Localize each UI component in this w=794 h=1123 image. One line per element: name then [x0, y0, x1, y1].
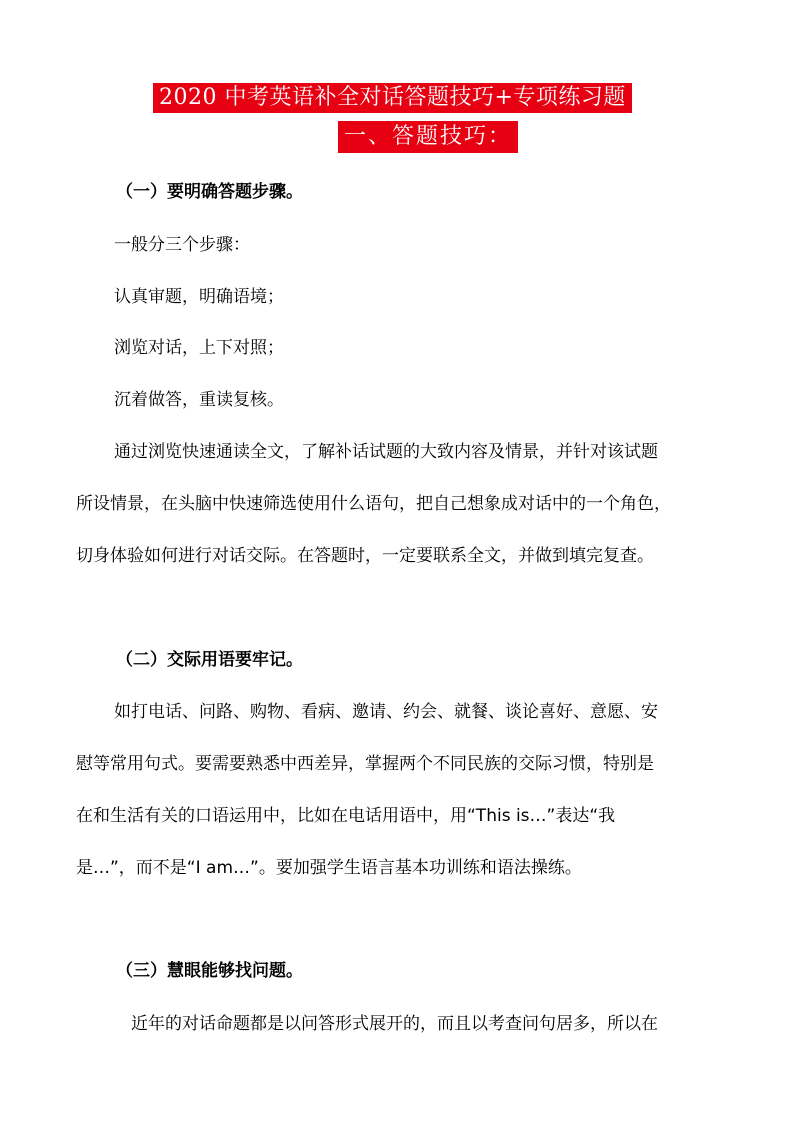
section-title: 一、答题技巧： — [338, 121, 518, 153]
section1-step3: 沉着做答，重读复核。 — [114, 390, 284, 410]
section1-heading: （一）要明确答题步骤。 — [116, 182, 303, 202]
section1-para-line3: 切身体验如何进行对话交际。在答题时，一定要联系全文，并做到填完复查。 — [76, 546, 654, 566]
section3-heading: （三）慧眼能够找问题。 — [116, 961, 303, 981]
section2-para-line3: 在和生活有关的口语运用中，比如在电话用语中，用“This is…”表达“我 — [76, 806, 616, 826]
section1-intro: 一般分三个步骤： — [114, 235, 250, 255]
section2-para-line4: 是…”，而不是“I am…”。要加强学生语言基本功训练和语法操练。 — [76, 858, 582, 878]
section1-para-line1: 通过浏览快速通读全文，了解补话试题的大致内容及情景，并针对该试题 — [114, 442, 658, 462]
section2-para-line1: 如打电话、问路、购物、看病、邀请、约会、就餐、谈论喜好、意愿、安 — [114, 702, 658, 722]
section1-step1: 认真审题，明确语境； — [114, 287, 284, 307]
document-title: 2020 中考英语补全对话答题技巧+专项练习题 — [153, 83, 632, 113]
section1-step2: 浏览对话，上下对照； — [114, 338, 284, 358]
section2-para-line2: 慰等常用句式。要需要熟悉中西差异，掌握两个不同民族的交际习惯，特别是 — [76, 754, 654, 774]
section2-heading: （二）交际用语要牢记。 — [116, 650, 303, 670]
section3-para-line1: 近年的对话命题都是以问答形式展开的，而且以考查问句居多，所以在 — [131, 1014, 658, 1034]
section1-para-line2: 所设情景，在头脑中快速筛选使用什么语句，把自己想象成对话中的一个角色， — [76, 494, 671, 514]
